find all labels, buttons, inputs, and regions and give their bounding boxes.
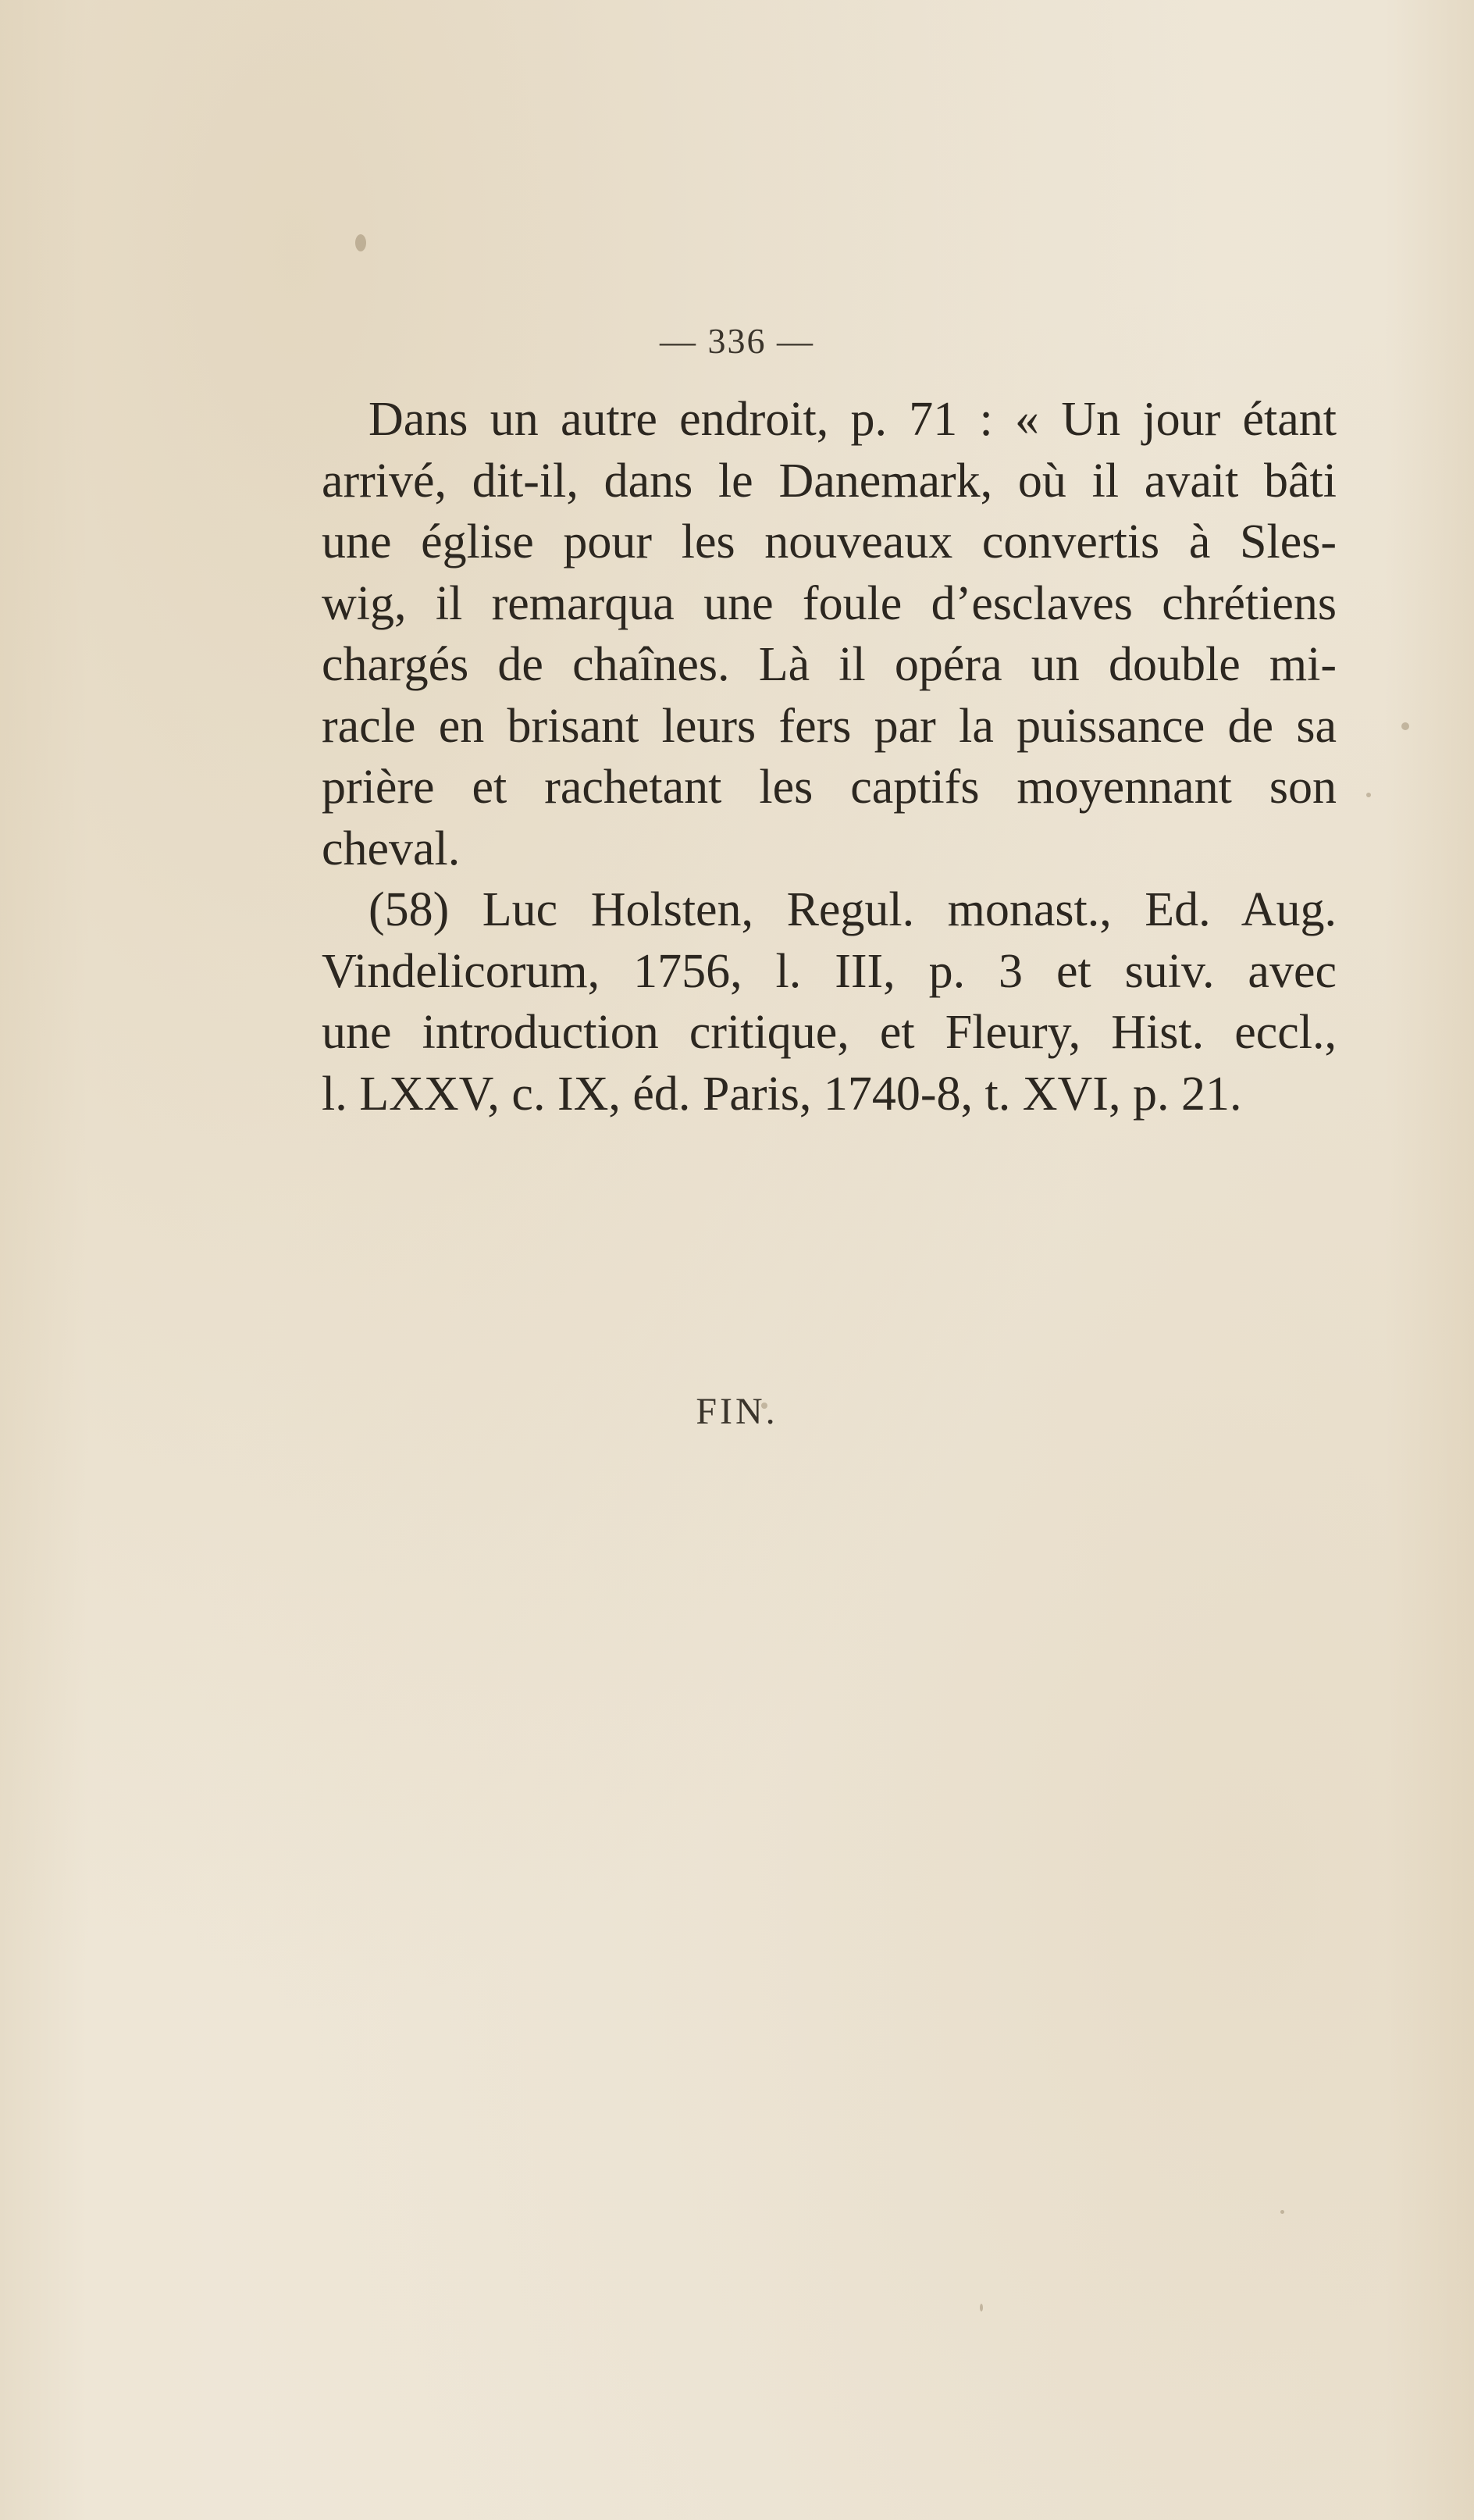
text-line: l. LXXV, c. IX, éd. Paris, 1740-8, t. XVI, p. 21. [322,1067,1242,1121]
paragraph-quote [322,389,1337,879]
paragraph-note-58 [322,879,1337,1125]
text-line: Vindelicorum, 1756, l. III, p. 3 et suiv. avec [322,944,1337,998]
text-line: wig, il remarqua une foule d’esclaves chrétiens [322,576,1337,630]
page-number: — 336 — [660,321,814,361]
paper-speck [980,2304,983,2311]
text-line: cheval. [322,822,461,875]
text-line: racle en brisant leurs fers par la puissance de sa [322,699,1337,753]
paper-speck [1366,793,1371,797]
text-line: chargés de chaînes. Là il opéra un double mi- [322,638,1337,691]
paper-speck [1280,2210,1284,2214]
paper-speck [355,234,366,251]
body-text [322,389,1337,1125]
text-line: (58) Luc Holsten, Regul. monast., Ed. Aug. [368,883,1337,936]
paper-speck [1401,722,1409,730]
text-line: arrivé, dit-il, dans le Danemark, où il avait bâti [322,454,1337,508]
text-line: une introduction critique, et Fleury, Hist. eccl., [322,1006,1337,1059]
text-line: une église pour les nouveaux convertis à Sles- [322,515,1337,569]
text-line: prière et rachetant les captifs moyennant son [322,761,1337,814]
end-mark: FIN. [696,1391,778,1432]
text-line: Dans un autre endroit, p. 71 : « Un jour étant [368,393,1337,446]
paper-speck [761,1403,767,1409]
